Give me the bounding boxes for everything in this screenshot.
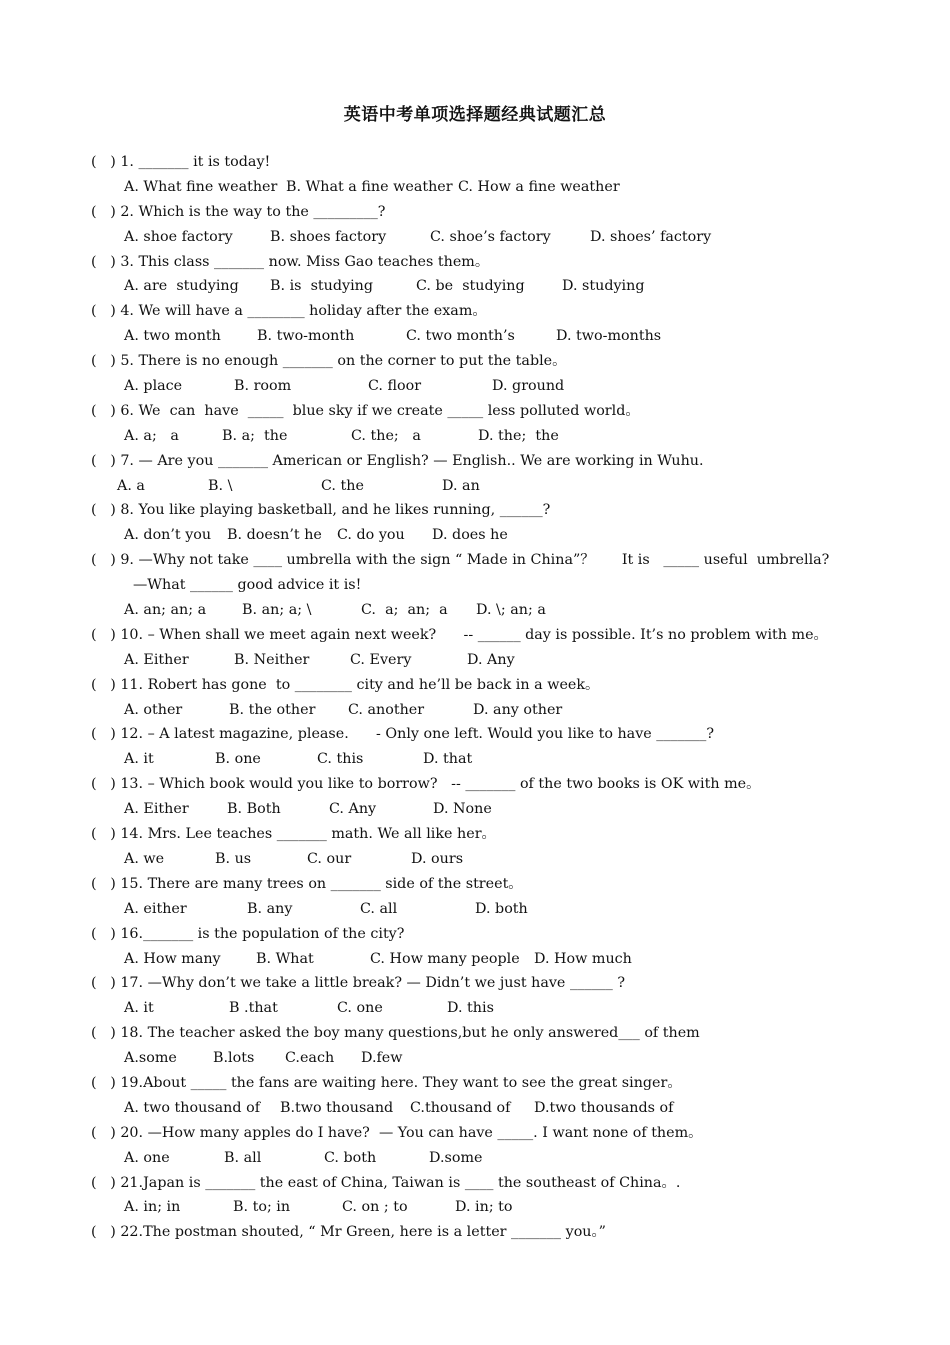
option-b: B. a; the xyxy=(222,427,288,444)
question-3: ( ) 3. This class _______ now. Miss Gao teaches them。 xyxy=(91,253,490,270)
option-c: C.thousand of xyxy=(410,1099,511,1116)
question-19: ( ) 19.About _____ the fans are waiting here. They want to see the great singer。 xyxy=(91,1074,682,1091)
option-d: D. \; an; a xyxy=(476,602,546,619)
option-a: A. Either xyxy=(124,801,189,818)
option-b: B .that xyxy=(229,1000,278,1017)
option-c: C. both xyxy=(324,1149,377,1166)
option-a: A. are studying xyxy=(124,278,239,295)
option-b: B. the other xyxy=(229,701,316,718)
option-b: B. Both xyxy=(227,801,281,818)
option-d: D. this xyxy=(447,1000,494,1017)
option-b: B.lots xyxy=(213,1050,255,1067)
option-b: B. is studying xyxy=(270,278,374,295)
option-b: B. Neither xyxy=(234,651,310,668)
question-8-options xyxy=(0,523,950,548)
option-c: C. one xyxy=(337,1000,383,1017)
option-b: B. room xyxy=(234,378,292,395)
option-b: B. to; in xyxy=(233,1199,291,1216)
question-20-options xyxy=(0,1146,950,1171)
option-a: A. a; a xyxy=(124,427,179,444)
question-3-options xyxy=(0,274,950,299)
option-b: B. What xyxy=(256,950,314,967)
option-c: C. shoe’s factory xyxy=(430,228,551,245)
option-a: A. in; in xyxy=(124,1199,181,1216)
question-4-options xyxy=(0,324,950,349)
option-d: D.two thousands of xyxy=(534,1099,674,1116)
option-b: B. shoes factory xyxy=(270,228,387,245)
question-8: ( ) 8. You like playing basketball, and he likes running, ______? xyxy=(91,502,551,519)
option-b: B. What a fine weather xyxy=(286,178,453,195)
option-b: B. an; a; \ xyxy=(242,602,312,619)
option-c: C. the; a xyxy=(351,427,421,444)
option-b: B. \ xyxy=(208,477,233,494)
question-4: ( ) 4. We will have a ________ holiday after the exam。 xyxy=(91,303,487,320)
question-21: ( ) 21.Japan is _______ the east of China, Taiwan is ____ the southeast of China。. xyxy=(91,1174,681,1191)
question-14-options xyxy=(0,847,950,872)
option-d: D. Any xyxy=(467,651,515,668)
option-d: D. an xyxy=(442,477,480,494)
option-c: C. another xyxy=(348,701,425,718)
question-9-continuation: —What ______ good advice it is! xyxy=(133,577,362,594)
question-list xyxy=(0,150,950,1245)
option-d: D. does he xyxy=(432,527,508,544)
option-d: D. studying xyxy=(562,278,645,295)
question-6: ( ) 6. We can have _____ blue sky if we create _____ less polluted world。 xyxy=(91,402,640,419)
option-a: A. What fine weather xyxy=(124,178,278,195)
question-12-options xyxy=(0,747,950,772)
option-a: A. a xyxy=(117,477,145,494)
question-2-options xyxy=(0,225,950,250)
option-b: B. all xyxy=(224,1149,262,1166)
option-a: A. don’t you xyxy=(124,527,212,544)
option-a: A.some xyxy=(124,1050,177,1067)
question-17-options xyxy=(0,996,950,1021)
question-7-options xyxy=(0,474,950,499)
option-b: B. one xyxy=(215,751,261,768)
question-17: ( ) 17. —Why don’t we take a little break? — Didn’t we just have ______ ? xyxy=(91,975,626,992)
option-d: D. any other xyxy=(473,701,563,718)
option-c: C. our xyxy=(307,850,352,867)
option-d: D. both xyxy=(475,900,528,917)
question-11-options xyxy=(0,698,950,723)
option-d: D.some xyxy=(429,1149,483,1166)
option-a: A. place xyxy=(124,378,183,395)
option-c: C. do you xyxy=(337,527,405,544)
option-a: A. two month xyxy=(124,328,221,345)
option-a: A. Either xyxy=(124,651,189,668)
option-c: C. two month’s xyxy=(406,328,515,345)
option-d: D. ground xyxy=(492,378,565,395)
option-c: C. on ; to xyxy=(342,1199,408,1216)
option-a: A. either xyxy=(124,900,187,917)
question-1: ( ) 1. _______ it is today! xyxy=(91,154,271,170)
option-c: C. this xyxy=(317,751,364,768)
option-d: D. How much xyxy=(534,950,632,967)
option-a: A. other xyxy=(124,701,183,718)
option-c: C. How many people xyxy=(370,950,520,967)
question-13-options xyxy=(0,797,950,822)
option-b: B.two thousand xyxy=(280,1099,394,1116)
option-d: D. in; to xyxy=(455,1199,513,1216)
option-d: D. ours xyxy=(411,850,464,867)
question-18: ( ) 18. The teacher asked the boy many questions,but he only answered___ of them xyxy=(91,1025,700,1042)
option-d: D. shoes’ factory xyxy=(590,228,712,245)
option-c: C. be studying xyxy=(416,278,525,295)
option-b: B. any xyxy=(247,900,293,917)
question-5-options xyxy=(0,374,950,399)
option-d: D. None xyxy=(433,801,492,818)
option-d: D. two-months xyxy=(556,328,662,345)
option-c: C. Any xyxy=(329,801,377,818)
question-20: ( ) 20. —How many apples do I have? — You can have _____. I want none of them。 xyxy=(91,1124,703,1141)
option-a: A. an; an; a xyxy=(124,602,207,619)
question-10-options xyxy=(0,648,950,673)
question-14: ( ) 14. Mrs. Lee teaches _______ math. We all like her。 xyxy=(91,826,496,843)
question-21-options xyxy=(0,1195,950,1220)
question-1-options xyxy=(0,175,950,200)
option-c: C. Every xyxy=(350,651,412,668)
option-b: B. us xyxy=(215,850,252,867)
option-a: A. two thousand of xyxy=(124,1099,260,1116)
question-19-options xyxy=(0,1096,950,1121)
question-16: ( ) 16._______ is the population of the city? xyxy=(91,925,405,942)
option-c: C.each xyxy=(285,1050,335,1067)
option-d: D. the; the xyxy=(478,427,559,444)
question-22: ( ) 22.The postman shouted, “ Mr Green, here is a letter _______ you。” xyxy=(91,1224,606,1241)
question-10: ( ) 10. – When shall we meet again next week? -- ______ day is possible. It’s no problem with me。 xyxy=(91,626,828,643)
option-c: C. floor xyxy=(368,378,422,395)
option-c: C. a; an; a xyxy=(361,602,448,619)
option-a: A. shoe factory xyxy=(124,228,233,245)
question-13: ( ) 13. – Which book would you like to borrow? -- _______ of the two books is OK with me。 xyxy=(91,776,761,793)
question-18-options xyxy=(0,1046,950,1071)
question-5: ( ) 5. There is no enough _______ on the corner to put the table。 xyxy=(91,353,567,370)
option-c: C. How a fine weather xyxy=(458,178,620,195)
option-c: C. all xyxy=(360,900,398,917)
option-a: A. it xyxy=(124,751,154,768)
question-2: ( ) 2. Which is the way to the _________? xyxy=(91,203,386,220)
option-d: D. that xyxy=(423,751,473,768)
option-a: A. it xyxy=(124,1000,154,1017)
option-b: B. two-month xyxy=(257,328,355,345)
option-a: A. How many xyxy=(124,950,221,967)
option-a: A. we xyxy=(124,850,165,867)
option-d: D.few xyxy=(361,1050,403,1067)
question-16-options xyxy=(0,947,950,972)
question-9-options xyxy=(0,598,950,623)
question-15: ( ) 15. There are many trees on _______ side of the street。 xyxy=(91,875,523,892)
question-15-options xyxy=(0,897,950,922)
option-a: A. one xyxy=(124,1149,170,1166)
question-6-options xyxy=(0,424,950,449)
question-7: ( ) 7. — Are you _______ American or English? — English.. We are working in Wuhu. xyxy=(91,452,704,469)
question-11: ( ) 11. Robert has gone to ________ city and he’ll be back in a week。 xyxy=(91,676,600,693)
option-b: B. doesn’t he xyxy=(227,527,322,544)
page-title: 英语中考单项选择题经典试题汇总 xyxy=(343,105,607,125)
option-c: C. the xyxy=(321,477,364,494)
question-12: ( ) 12. – A latest magazine, please. - Only one left. Would you like to have _______? xyxy=(91,726,714,743)
question-9: ( ) 9. —Why not take ____ umbrella with the sign “ Made in China”？ It is _____ useful umbrella? xyxy=(91,552,830,569)
